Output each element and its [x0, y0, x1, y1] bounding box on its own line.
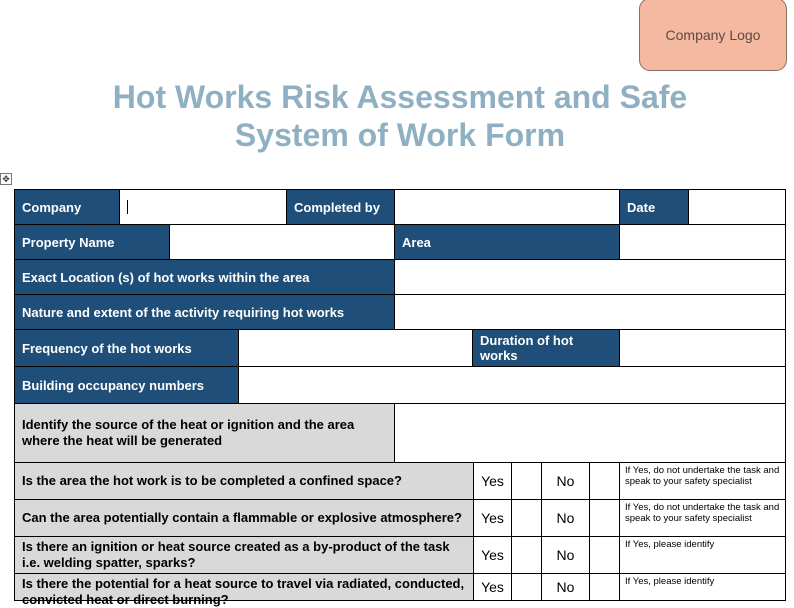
no-label: No — [541, 573, 590, 601]
duration-field[interactable] — [619, 329, 786, 367]
occupancy-label: Building occupancy numbers — [14, 366, 239, 404]
nature-extent-label: Nature and extent of the activity requiring hot works — [14, 294, 395, 330]
frequency-field[interactable] — [238, 329, 473, 367]
yes-checkbox[interactable] — [511, 573, 542, 601]
no-label: No — [541, 536, 590, 574]
yes-label: Yes — [473, 462, 512, 500]
move-cross-icon[interactable]: ✥ — [0, 173, 12, 185]
no-checkbox[interactable] — [589, 573, 620, 601]
page-title — [0, 78, 794, 154]
question-note: If Yes, do not undertake the task and speak to your safety specialist — [619, 499, 786, 537]
property-name-field[interactable] — [169, 224, 395, 260]
date-field[interactable] — [688, 189, 786, 225]
frequency-label: Frequency of the hot works — [14, 329, 239, 367]
text-cursor — [127, 200, 128, 214]
no-checkbox[interactable] — [589, 536, 620, 574]
question-note: If Yes, please identify — [619, 573, 786, 601]
nature-extent-field[interactable] — [394, 294, 786, 330]
area-field[interactable] — [619, 224, 786, 260]
company-label: Company — [14, 189, 120, 225]
property-name-label: Property Name — [14, 224, 170, 260]
date-label: Date — [619, 189, 689, 225]
yes-label: Yes — [473, 536, 512, 574]
yes-checkbox[interactable] — [511, 536, 542, 574]
question-note: If Yes, please identify — [619, 536, 786, 574]
question-text: Is the area the hot work is to be completed a confined space? — [14, 462, 474, 500]
identify-source-label: Identify the source of the heat or ignition and the area where the heat will be generated — [14, 403, 395, 463]
question-text: Is there the potential for a heat source to travel via radiated, conducted, convicted heat or direct burning? — [14, 573, 474, 601]
company-logo — [639, 0, 787, 71]
company-logo-label: Company Logo — [665, 26, 761, 43]
question-text: Is there an ignition or heat source created as a by-product of the task i.e. welding spatter, sparks? — [14, 536, 474, 574]
question-text: Can the area potentially contain a flammable or explosive atmosphere? — [14, 499, 474, 537]
identify-source-field[interactable] — [394, 403, 786, 463]
page-title-line-1: Hot Works Risk Assessment and Safe — [112, 79, 688, 115]
yes-checkbox[interactable] — [511, 499, 542, 537]
yes-label: Yes — [473, 573, 512, 601]
page-title-line-2: System of Work Form — [234, 117, 566, 153]
occupancy-field[interactable] — [238, 366, 786, 404]
no-checkbox[interactable] — [589, 462, 620, 500]
exact-location-field[interactable] — [394, 259, 786, 295]
no-label: No — [541, 499, 590, 537]
yes-label: Yes — [473, 499, 512, 537]
company-field[interactable] — [119, 189, 287, 225]
area-label: Area — [394, 224, 620, 260]
no-checkbox[interactable] — [589, 499, 620, 537]
yes-checkbox[interactable] — [511, 462, 542, 500]
no-label: No — [541, 462, 590, 500]
exact-location-label: Exact Location (s) of hot works within the area — [14, 259, 395, 295]
completed-by-field[interactable] — [394, 189, 620, 225]
duration-label: Duration of hot works — [472, 329, 620, 367]
question-note: If Yes, do not undertake the task and speak to your safety specialist — [619, 462, 786, 500]
completed-by-label: Completed by — [286, 189, 395, 225]
